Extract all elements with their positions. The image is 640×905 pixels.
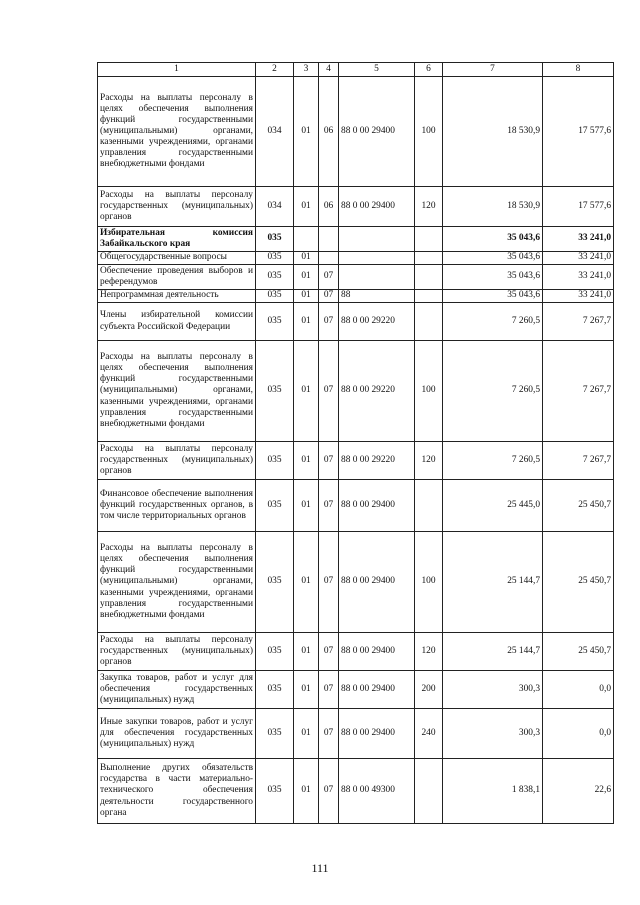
row-sum-1: 300,3 bbox=[443, 671, 543, 709]
row-sum-1: 7 260,5 bbox=[443, 341, 543, 442]
row-name: Обеспечение проведения выборов и референдумов bbox=[98, 265, 256, 290]
row-sum-2: 25 450,7 bbox=[543, 480, 614, 532]
row-rz: 01 bbox=[294, 187, 319, 227]
row-name: Расходы на выплаты персоналу в целях обеспечения выполнения функций государственными (муниципальными) органами, казенными учреждениями, органами управления государственными внебюджетными фондами bbox=[98, 532, 256, 633]
row-sum-1: 1 838,1 bbox=[443, 759, 543, 824]
row-name: Финансовое обеспечение выполнения функций государственных органов, в том числе территориальных органов bbox=[98, 480, 256, 532]
header-cell: 6 bbox=[415, 63, 443, 77]
row-sum-2: 33 241,0 bbox=[543, 252, 614, 265]
row-csr: 88 0 00 29220 bbox=[339, 303, 415, 341]
row-ved: 035 bbox=[256, 442, 294, 480]
row-pr: 07 bbox=[319, 265, 339, 290]
row-csr bbox=[339, 227, 415, 252]
row-ved: 035 bbox=[256, 709, 294, 759]
row-vr: 100 bbox=[415, 77, 443, 187]
row-csr: 88 bbox=[339, 290, 415, 303]
row-name: Закупка товаров, работ и услуг для обеспечения государственных (муниципальных) нужд bbox=[98, 671, 256, 709]
page-number: 111 bbox=[311, 861, 329, 875]
row-pr: 06 bbox=[319, 77, 339, 187]
row-csr: 88 0 00 29220 bbox=[339, 341, 415, 442]
row-csr: 88 0 00 29400 bbox=[339, 532, 415, 633]
budget-table bbox=[97, 62, 614, 824]
row-sum-2: 17 577,6 bbox=[543, 187, 614, 227]
row-sum-2: 33 241,0 bbox=[543, 265, 614, 290]
row-csr: 88 0 00 29400 bbox=[339, 633, 415, 671]
row-pr: 07 bbox=[319, 341, 339, 442]
table-row bbox=[98, 227, 614, 252]
row-rz: 01 bbox=[294, 442, 319, 480]
row-pr bbox=[319, 227, 339, 252]
row-ved: 034 bbox=[256, 187, 294, 227]
row-name: Непрограммная деятельность bbox=[98, 290, 256, 303]
row-rz: 01 bbox=[294, 290, 319, 303]
row-sum-2: 17 577,6 bbox=[543, 77, 614, 187]
row-sum-2: 0,0 bbox=[543, 671, 614, 709]
row-ved: 035 bbox=[256, 532, 294, 633]
row-sum-1: 25 144,7 bbox=[443, 532, 543, 633]
row-vr: 100 bbox=[415, 532, 443, 633]
row-sum-2: 33 241,0 bbox=[543, 290, 614, 303]
row-ved: 035 bbox=[256, 227, 294, 252]
row-ved: 035 bbox=[256, 671, 294, 709]
row-rz: 01 bbox=[294, 303, 319, 341]
row-vr bbox=[415, 227, 443, 252]
table-row bbox=[98, 532, 614, 633]
row-csr: 88 0 00 29400 bbox=[339, 480, 415, 532]
row-name: Расходы на выплаты персоналу в целях обеспечения выполнения функций государственными (муниципальными) органами, казенными учреждениями, органами управления государственными внебюджетными фондами bbox=[98, 341, 256, 442]
header-cell: 5 bbox=[339, 63, 415, 77]
row-vr: 120 bbox=[415, 187, 443, 227]
table-row bbox=[98, 671, 614, 709]
row-vr: 240 bbox=[415, 709, 443, 759]
header-cell: 4 bbox=[319, 63, 339, 77]
row-ved: 034 bbox=[256, 77, 294, 187]
row-rz: 01 bbox=[294, 633, 319, 671]
table-row bbox=[98, 759, 614, 824]
table-row bbox=[98, 303, 614, 341]
table-row bbox=[98, 480, 614, 532]
row-csr: 88 0 00 29400 bbox=[339, 77, 415, 187]
table-row bbox=[98, 187, 614, 227]
row-sum-1: 25 144,7 bbox=[443, 633, 543, 671]
row-csr: 88 0 00 29400 bbox=[339, 187, 415, 227]
row-sum-2: 22,6 bbox=[543, 759, 614, 824]
table-row bbox=[98, 442, 614, 480]
row-name: Общегосударственные вопросы bbox=[98, 252, 256, 265]
row-name: Расходы на выплаты персоналу государственных (муниципальных) органов bbox=[98, 187, 256, 227]
row-sum-2: 7 267,7 bbox=[543, 341, 614, 442]
row-rz: 01 bbox=[294, 265, 319, 290]
row-name: Избирательная комиссия Забайкальского края bbox=[98, 227, 256, 252]
row-vr bbox=[415, 480, 443, 532]
row-pr: 07 bbox=[319, 633, 339, 671]
row-csr bbox=[339, 252, 415, 265]
row-rz: 01 bbox=[294, 671, 319, 709]
row-vr: 120 bbox=[415, 633, 443, 671]
row-sum-1: 35 043,6 bbox=[443, 290, 543, 303]
row-sum-1: 35 043,6 bbox=[443, 227, 543, 252]
table-row bbox=[98, 265, 614, 290]
row-sum-1: 18 530,9 bbox=[443, 187, 543, 227]
row-rz: 01 bbox=[294, 709, 319, 759]
row-ved: 035 bbox=[256, 633, 294, 671]
row-pr: 07 bbox=[319, 303, 339, 341]
row-sum-1: 25 445,0 bbox=[443, 480, 543, 532]
row-pr: 07 bbox=[319, 532, 339, 633]
row-sum-1: 7 260,5 bbox=[443, 442, 543, 480]
row-rz: 01 bbox=[294, 532, 319, 633]
row-rz: 01 bbox=[294, 252, 319, 265]
row-sum-1: 18 530,9 bbox=[443, 77, 543, 187]
table-row bbox=[98, 252, 614, 265]
row-pr: 07 bbox=[319, 480, 339, 532]
row-pr: 07 bbox=[319, 290, 339, 303]
row-vr bbox=[415, 265, 443, 290]
header-cell: 7 bbox=[443, 63, 543, 77]
row-pr: 07 bbox=[319, 671, 339, 709]
row-sum-2: 0,0 bbox=[543, 709, 614, 759]
row-rz: 01 bbox=[294, 77, 319, 187]
row-csr: 88 0 00 29400 bbox=[339, 671, 415, 709]
header-cell: 8 bbox=[543, 63, 614, 77]
row-pr: 07 bbox=[319, 759, 339, 824]
row-ved: 035 bbox=[256, 252, 294, 265]
table-header-row bbox=[98, 63, 614, 77]
table-row bbox=[98, 633, 614, 671]
row-sum-2: 7 267,7 bbox=[543, 442, 614, 480]
row-ved: 035 bbox=[256, 303, 294, 341]
row-rz: 01 bbox=[294, 759, 319, 824]
row-rz bbox=[294, 227, 319, 252]
row-vr: 120 bbox=[415, 442, 443, 480]
row-name: Члены избирательной комиссии субъекта Российской Федерации bbox=[98, 303, 256, 341]
row-vr bbox=[415, 252, 443, 265]
row-sum-1: 7 260,5 bbox=[443, 303, 543, 341]
row-name: Расходы на выплаты персоналу в целях обеспечения выполнения функций государственными (муниципальными) органами, казенными учреждениями, органами управления государственными внебюджетными фондами bbox=[98, 77, 256, 187]
row-rz: 01 bbox=[294, 480, 319, 532]
table-row bbox=[98, 77, 614, 187]
row-sum-1: 35 043,6 bbox=[443, 265, 543, 290]
row-sum-1: 300,3 bbox=[443, 709, 543, 759]
row-vr: 100 bbox=[415, 341, 443, 442]
header-cell: 2 bbox=[256, 63, 294, 77]
row-pr bbox=[319, 252, 339, 265]
row-sum-2: 33 241,0 bbox=[543, 227, 614, 252]
row-pr: 07 bbox=[319, 709, 339, 759]
row-csr bbox=[339, 265, 415, 290]
table-row bbox=[98, 341, 614, 442]
row-pr: 06 bbox=[319, 187, 339, 227]
row-sum-2: 7 267,7 bbox=[543, 303, 614, 341]
row-vr: 200 bbox=[415, 671, 443, 709]
row-pr: 07 bbox=[319, 442, 339, 480]
row-ved: 035 bbox=[256, 341, 294, 442]
header-cell: 1 bbox=[98, 63, 256, 77]
row-name: Иные закупки товаров, работ и услуг для обеспечения государственных (муниципальных) нужд bbox=[98, 709, 256, 759]
row-sum-1: 35 043,6 bbox=[443, 252, 543, 265]
row-vr bbox=[415, 759, 443, 824]
row-vr bbox=[415, 303, 443, 341]
header-cell: 3 bbox=[294, 63, 319, 77]
row-csr: 88 0 00 29220 bbox=[339, 442, 415, 480]
row-ved: 035 bbox=[256, 759, 294, 824]
row-name: Расходы на выплаты персоналу государственных (муниципальных) органов bbox=[98, 633, 256, 671]
row-csr: 88 0 00 29400 bbox=[339, 709, 415, 759]
row-name: Выполнение других обязательств государства в части материально-технического обеспечения деятельности государственного органа bbox=[98, 759, 256, 824]
row-csr: 88 0 00 49300 bbox=[339, 759, 415, 824]
row-sum-2: 25 450,7 bbox=[543, 532, 614, 633]
table-row bbox=[98, 290, 614, 303]
row-ved: 035 bbox=[256, 265, 294, 290]
row-ved: 035 bbox=[256, 290, 294, 303]
row-vr bbox=[415, 290, 443, 303]
row-name: Расходы на выплаты персоналу государственных (муниципальных) органов bbox=[98, 442, 256, 480]
row-ved: 035 bbox=[256, 480, 294, 532]
row-rz: 01 bbox=[294, 341, 319, 442]
row-sum-2: 25 450,7 bbox=[543, 633, 614, 671]
table-row bbox=[98, 709, 614, 759]
